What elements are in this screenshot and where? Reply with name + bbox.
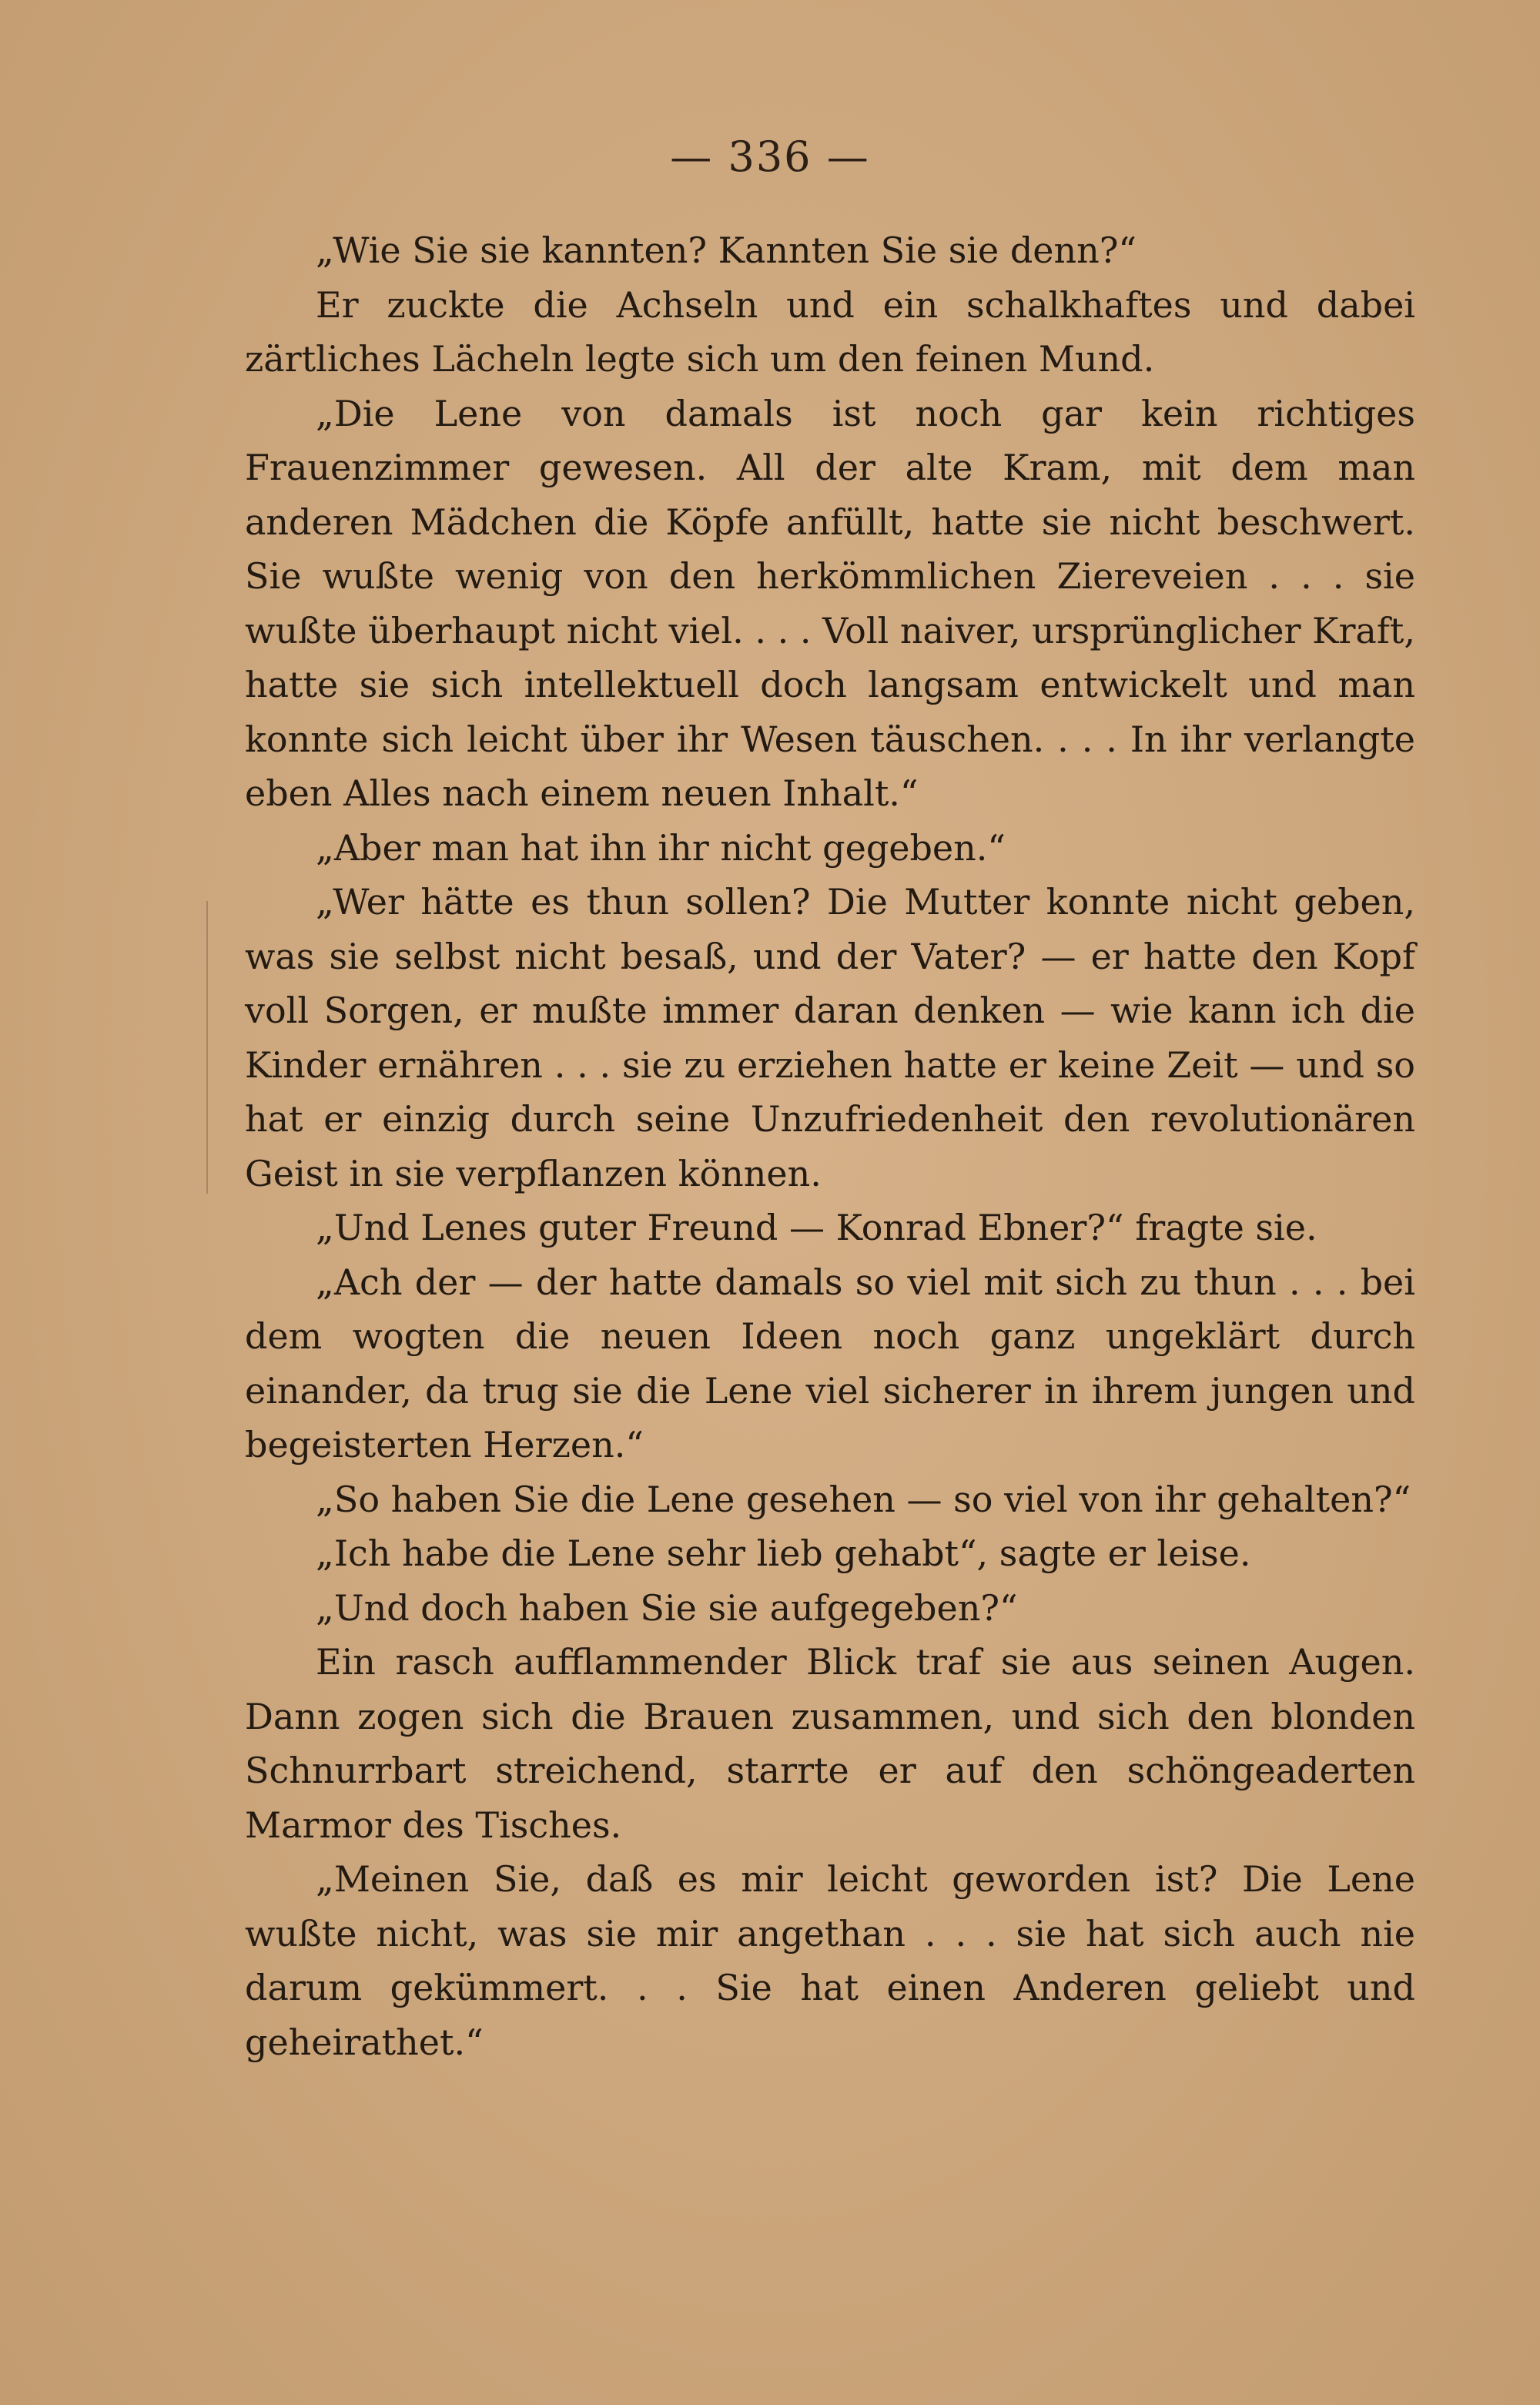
paragraph: „Die Lene von damals ist noch gar kein richtiges Frauenzimmer gewesen. All der alte Kram, mit dem man anderen Mädchen die Köpfe anfüllt, hatte sie nicht beschwert. Sie wußte wenig von den herkömmlichen Ziereveien . . . sie wußte überhaupt nicht viel. . . . Voll naiver, ursprünglicher Kraft, hatte sie sich intellektuell doch langsam entwickelt und man konnte sich leicht über ihr Wesen täuschen. . . . In ihr verlangte eben Alles nach einem neuen Inhalt.“ — [245, 392, 1415, 814]
paragraph: „Aber man hat ihn ihr nicht gegeben.“ — [316, 826, 1006, 869]
paragraph: „Wie Sie sie kannten? Kannten Sie sie denn?“ — [316, 229, 1137, 271]
paragraph: Er zuckte die Achseln und ein schalkhaftes und dabei zärtliches Lächeln legte sich um den feinen Mund. — [245, 283, 1415, 380]
body-text — [245, 223, 1415, 2069]
paragraph: „Und Lenes guter Freund — Konrad Ebner?“ fragte sie. — [316, 1207, 1317, 1248]
paragraph: „Ach der — der hatte damals so viel mit sich zu thun . . . bei dem wogten die neuen Ideen noch ganz ungeklärt durch einander, da trug sie die Lene viel sicherer in ihrem jungen und begeisterten Herzen.“ — [245, 1261, 1415, 1465]
paragraph: „Ich habe die Lene sehr lieb gehabt“, sagte er leise. — [316, 1532, 1251, 1574]
paragraph: „Wer hätte es thun sollen? Die Mutter konnte nicht geben, was sie selbst nicht besaß, und der Vater? — er hatte den Kopf voll Sorgen, er mußte immer daran denken — wie kann ich die Kinder ernähren . . . sie zu erziehen hatte er keine Zeit — und so hat er einzig durch seine Unzufriedenheit den revolutionären Geist in sie verpflanzen können. — [245, 881, 1415, 1194]
paragraph: „Und doch haben Sie sie aufgegeben?“ — [316, 1586, 1018, 1629]
margin-mark — [206, 901, 208, 1194]
paragraph: „So haben Sie die Lene gesehen — so viel von ihr gehalten?“ — [316, 1478, 1411, 1520]
page-number: — 336 — — [670, 132, 870, 181]
paragraph: Ein rasch aufflammender Blick traf sie aus seinen Augen. Dann zogen sich die Brauen zusammen, und sich den blonden Schnurrbart streichend, starrte er auf den schöngeaderten Marmor des Tisches. — [245, 1641, 1415, 1846]
paragraph: „Meinen Sie, daß es mir leicht geworden ist? Die Lene wußte nicht, was sie mir angethan . . . sie hat sich auch nie darum gekümmert. . . Sie hat einen Anderen geliebt und geheirathet.“ — [245, 1858, 1415, 2063]
